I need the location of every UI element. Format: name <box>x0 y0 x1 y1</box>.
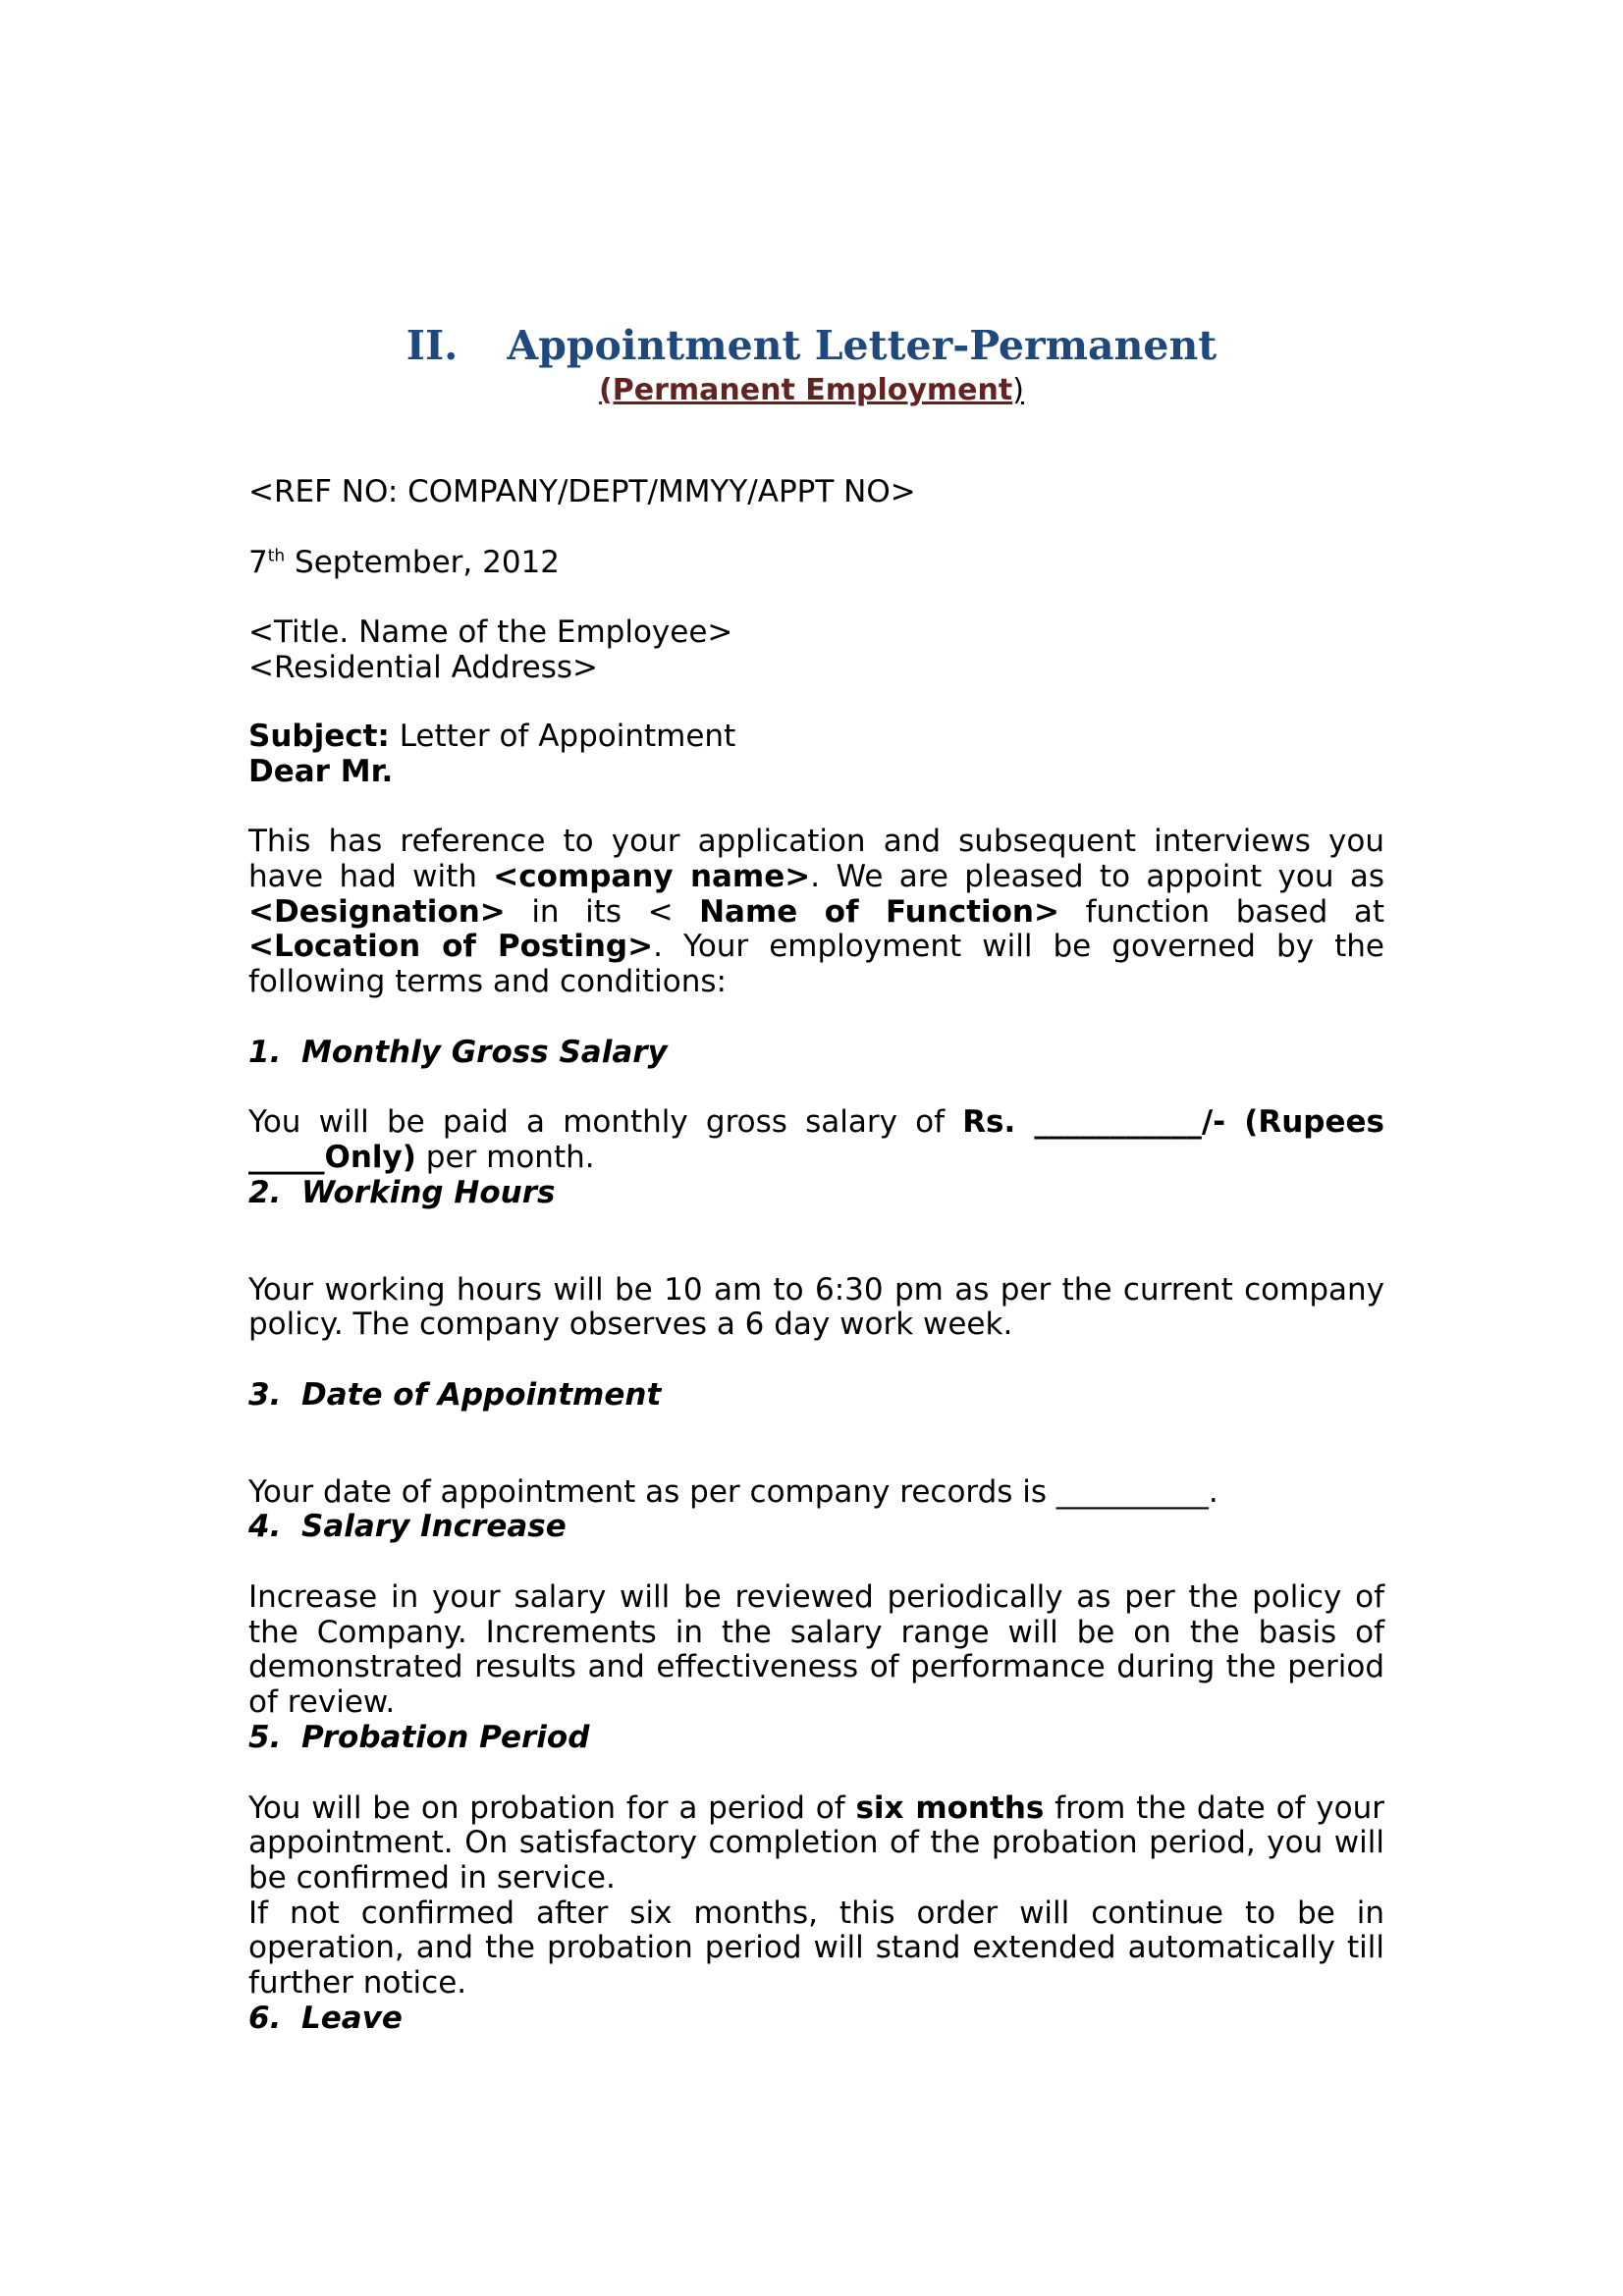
subject-line <box>248 720 1384 755</box>
title-text: Appointment Letter-Permanent <box>507 322 1217 369</box>
section-text-probation-extension: If not confirmed after six months, this order will continue to be in operation, and the probation period will stand extended automatically till further notice. <box>248 1895 1384 2002</box>
recipient-address: <Residential Address> <box>248 650 599 686</box>
section-heading-salary-increase: 4. Salary Increase <box>248 1509 567 1545</box>
section-heading-working-hours: 2. Working Hours <box>248 1174 556 1210</box>
letter-date: 7th September, 2012 <box>248 544 560 580</box>
title-number: II. <box>406 322 459 369</box>
document-subtitle <box>0 373 1623 408</box>
salutation: Dear Mr. <box>248 753 394 789</box>
intro-paragraph: This has reference to your application and subsequent interviews you have had with <company name>. We are pleased to appoint you as <Designation> in its < Name of Function> function based at <Location of Posting>. Your employment will be governed by the following terms and conditions: <box>248 824 1385 1000</box>
letter-body <box>248 475 1384 2037</box>
section-text-salary-increase: Increase in your salary will be reviewed periodically as per the policy of the Company. Increments in the salary range will be on the basis of demonstrated results and effectiveness of performance during the period of review. <box>248 1579 1384 1721</box>
section-heading-probation: 5. Probation Period <box>248 1719 590 1755</box>
recipient-name: <Title. Name of the Employee> <box>248 614 733 651</box>
section-text-probation: You will be on probation for a period of six months from the date of your appointment. On satisfactory completion of the probation period, you will be confirmed in service. <box>248 1789 1384 1896</box>
section-text-salary: You will be paid a monthly gross salary of Rs. ___________/- (Rupees _____Only) per month. <box>248 1104 1384 1176</box>
section-heading-leave: 6. Leave <box>248 2000 403 2036</box>
section-heading-appointment-date: 3. Date of Appointment <box>248 1376 662 1413</box>
subject-label: Subject: <box>248 718 390 754</box>
subject-text: Letter of Appointment <box>389 718 736 754</box>
section-text-appointment-date: Your date of appointment as per company records is __________. <box>248 1473 1218 1510</box>
subtitle-close: ) <box>1012 373 1024 407</box>
reference-number: <REF NO: COMPANY/DEPT/MMYY/APPT NO> <box>248 474 916 509</box>
subtitle-text: (Permanent Employment <box>599 373 1013 407</box>
document-title <box>0 320 1623 371</box>
section-text-working-hours: Your working hours will be 10 am to 6:30 pm as per the current company policy. The company observes a 6 day work week. <box>248 1271 1384 1343</box>
section-heading-salary: 1. Monthly Gross Salary <box>248 1034 668 1070</box>
